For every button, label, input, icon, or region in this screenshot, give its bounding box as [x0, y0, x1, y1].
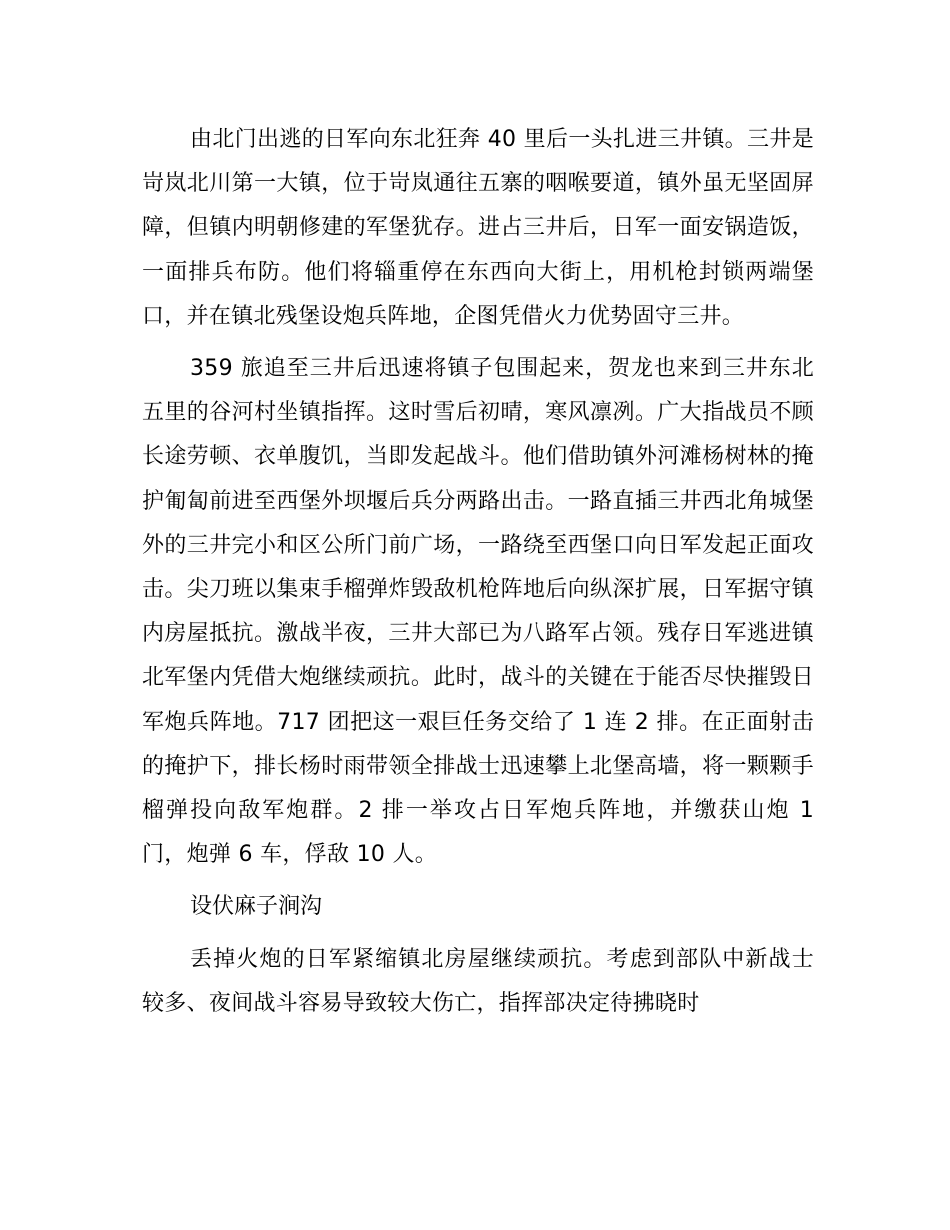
paragraph-359-brigade-attack: 359 旅追至三井后迅速将镇子包围起来，贺龙也来到三井东北五里的谷河村坐镇指挥。这时雪后初晴，寒风凛冽。广大指战员不顾长途劳顿、衣单腹饥，当即发起战斗。他们借助镇外河滩杨树林的掩护匍匐前进至西堡外坝堰后兵分两路出击。一路直插三井西北角城堡外的三井完小和区公所门前广场，一路绕至西堡口向日军发起正面攻击。尖刀班以集束手榴弹炸毁敌机枪阵地后向纵深扩展，日军据守镇内房屋抵抗。激战半夜，三井大部已为八路军占领。残存日军逃进镇北军堡内凭借大炮继续顽抗。此时，战斗的关键在于能否尽快摧毁日军炮兵阵地。717 团把这一艰巨任务交给了 1 连 2 排。在正面射击的掩护下，排长杨时雨带领全排战士迅速攀上北堡高墙，将一颗颗手榴弹投向敌军炮群。2 排一举攻占日军炮兵阵地，并缴获山炮 1 门，炮弹 6 车，俘敌 10 人。 [142, 356, 814, 868]
paragraph-ambush-continuation: 丢掉火炮的日军紧缩镇北房屋继续顽抗。考虑到部队中新战士较多、夜间战斗容易导致较大伤亡，指挥部决定待拂晓时 [142, 946, 814, 1016]
paragraph-sanjing-town: 由北门出逃的日军向东北狂奔 40 里后一头扎进三井镇。三井是岢岚北川第一大镇，位于岢岚通往五寨的咽喉要道，镇外虽无坚固屏障，但镇内明朝修建的军堡犹存。进占三井后，日军一面安锅造饭，一面排兵布防。他们将辎重停在东西向大街上，用机枪封锁两端堡口，并在镇北残堡设炮兵阵地，企图凭借火力优势固守三井。 [142, 127, 814, 329]
section-heading: 设伏麻子涧沟 [190, 894, 323, 920]
document-body [142, 118, 814, 1034]
